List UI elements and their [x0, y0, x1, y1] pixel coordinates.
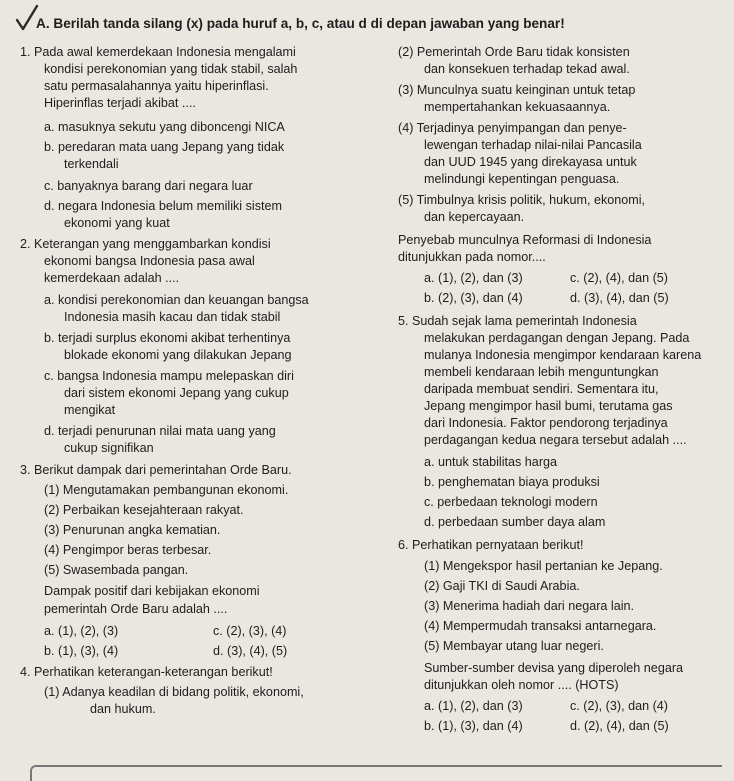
q1-option-b: b. peredaran mata uang Jepang yang tidak	[44, 140, 285, 154]
q6-stem: ditunjukkan oleh nomor .... (HOTS)	[424, 678, 619, 692]
q4-option-c: c. (2), (4), dan (5)	[570, 271, 668, 285]
q1-option-a: a. masuknya sekutu yang diboncengi NICA	[44, 120, 285, 134]
q6-item: (1) Mengekspor hasil pertanian ke Jepang.	[424, 559, 663, 573]
q2-option-c: mengikat	[64, 403, 116, 417]
q3-stem: 3. Berikut dampak dari pemerintahan Orde Baru.	[20, 463, 292, 477]
q5-option-b: b. penghematan biaya produksi	[424, 475, 600, 489]
q6-option-c: c. (2), (3), dan (4)	[570, 699, 668, 713]
q3-stem: pemerintah Orde Baru adalah ....	[44, 602, 228, 616]
q1-option-c: c. banyaknya barang dari negara luar	[44, 179, 253, 193]
q3-option-a: a. (1), (2), (3)	[44, 624, 119, 638]
page-bottom-edge	[30, 765, 722, 781]
q1-stem: Hiperinflas terjadi akibat ....	[44, 96, 196, 110]
q6-item: (3) Menerima hadiah dari negara lain.	[424, 599, 635, 613]
q1-option-d: ekonomi yang kuat	[64, 216, 170, 230]
q2-option-d: cukup signifikan	[64, 441, 154, 455]
q5-stem: 5. Sudah sejak lama pemerintah Indonesia	[398, 314, 637, 328]
q6-stem: 6. Perhatikan pernyataan berikut!	[398, 538, 584, 552]
q2-stem: ekonomi bangsa Indonesia pasa awal	[44, 254, 255, 268]
q5-stem: melakukan perdagangan dengan Jepang. Pada	[424, 331, 690, 345]
q4-item: (2) Pemerintah Orde Baru tidak konsisten	[398, 45, 630, 59]
q5-option-c: c. perbedaan teknologi modern	[424, 495, 598, 509]
q5-stem: dari Indonesia. Faktor pendorong terjadinya	[424, 416, 668, 430]
q1-option-d: d. negara Indonesia belum memiliki sistem	[44, 199, 282, 213]
q4-item: dan kepercayaan.	[424, 210, 525, 224]
q5-stem: membeli kendaraan lebih menguntungkan	[424, 365, 659, 379]
q1-stem: 1. Pada awal kemerdekaan Indonesia mengalami	[20, 45, 296, 59]
q4-item: (4) Terjadinya penyimpangan dan penye-	[398, 121, 627, 135]
q5-stem: mulanya Indonesia mengimpor kendaraan karena	[424, 348, 702, 362]
q4-stem: ditunjukkan pada nomor....	[398, 250, 546, 264]
q4-option-d: d. (3), (4), dan (5)	[570, 291, 669, 305]
q5-stem: daripada membuat sendiri. Sementara itu,	[424, 382, 659, 396]
q5-stem: Jepang mengimpor hasil bumi, terutama gas	[424, 399, 673, 413]
q6-option-a: a. (1), (2), dan (3)	[424, 699, 523, 713]
q2-option-c: dari sistem ekonomi Jepang yang cukup	[64, 386, 289, 400]
q4-item: dan konsekuen terhadap tekad awal.	[424, 62, 630, 76]
q6-stem: Sumber-sumber devisa yang diperoleh negara	[424, 661, 684, 675]
q4-item: lewengan terhadap nilai-nilai Pancasila	[424, 138, 642, 152]
q3-option-c: c. (2), (3), (4)	[213, 624, 287, 638]
q6-item: (5) Membayar utang luar negeri.	[424, 639, 604, 653]
q3-stem: Dampak positif dari kebijakan ekonomi	[44, 584, 260, 598]
q4-stem: 4. Perhatikan keterangan-keterangan berikut!	[20, 665, 273, 679]
q3-item: (5) Swasembada pangan.	[44, 563, 189, 577]
q6-item: (2) Gaji TKI di Saudi Arabia.	[424, 579, 580, 593]
q1-stem: kondisi perekonomian yang tidak stabil, salah	[44, 62, 298, 76]
q6-option-d: d. (2), (4), dan (5)	[570, 719, 669, 733]
q3-option-d: d. (3), (4), (5)	[213, 644, 288, 658]
q4-item: melindungi kepentingan penguasa.	[424, 172, 620, 186]
q4-item: (5) Timbulnya krisis politik, hukum, ekonomi,	[398, 193, 646, 207]
q6-item: (4) Mempermudah transaksi antarnegara.	[424, 619, 657, 633]
q2-option-b: b. terjadi surplus ekonomi akibat terhentinya	[44, 331, 291, 345]
q5-option-a: a. untuk stabilitas harga	[424, 455, 558, 469]
q3-option-b: b. (1), (3), (4)	[44, 644, 119, 658]
q3-item: (3) Penurunan angka kematian.	[44, 523, 221, 537]
q2-option-c: c. bangsa Indonesia mampu melepaskan diri	[44, 369, 294, 383]
q4-item: dan UUD 1945 yang direkayasa untuk	[424, 155, 637, 169]
q2-stem: 2. Keterangan yang menggambarkan kondisi	[20, 237, 271, 251]
q4-stem: Penyebab munculnya Reformasi di Indonesia	[398, 233, 652, 247]
q4-option-b: b. (2), (3), dan (4)	[424, 291, 523, 305]
q3-item: (1) Mengutamakan pembangunan ekonomi.	[44, 483, 289, 497]
q3-item: (4) Pengimpor beras terbesar.	[44, 543, 212, 557]
q1-stem: satu permasalahannya yaitu hiperinflasi.	[44, 79, 269, 93]
q2-stem: kemerdekaan adalah ....	[44, 271, 180, 285]
q4-item: mempertahankan kekuasaannya.	[424, 100, 611, 114]
q4-item: dan hukum.	[90, 702, 156, 716]
q4-item: (1) Adanya keadilan di bidang politik, ekonomi,	[44, 685, 304, 699]
q1-option-b: terkendali	[64, 157, 119, 171]
q4-item: (3) Munculnya suatu keinginan untuk tetap	[398, 83, 636, 97]
q2-option-a: a. kondisi perekonomian dan keuangan bangsa	[44, 293, 309, 307]
q2-option-d: d. terjadi penurunan nilai mata uang yang	[44, 424, 276, 438]
q6-option-b: b. (1), (3), dan (4)	[424, 719, 523, 733]
section-header: A. Berilah tanda silang (x) pada huruf a, b, c, atau d di depan jawaban yang benar!	[36, 16, 565, 31]
q3-item: (2) Perbaikan kesejahteraan rakyat.	[44, 503, 244, 517]
q5-option-d: d. perbedaan sumber daya alam	[424, 515, 606, 529]
q4-option-a: a. (1), (2), dan (3)	[424, 271, 523, 285]
q5-stem: perdagangan kedua negara tersebut adalah ....	[424, 433, 687, 447]
q2-option-b: blokade ekonomi yang dilakukan Jepang	[64, 348, 292, 362]
q2-option-a: Indonesia masih kacau dan tidak stabil	[64, 310, 281, 324]
